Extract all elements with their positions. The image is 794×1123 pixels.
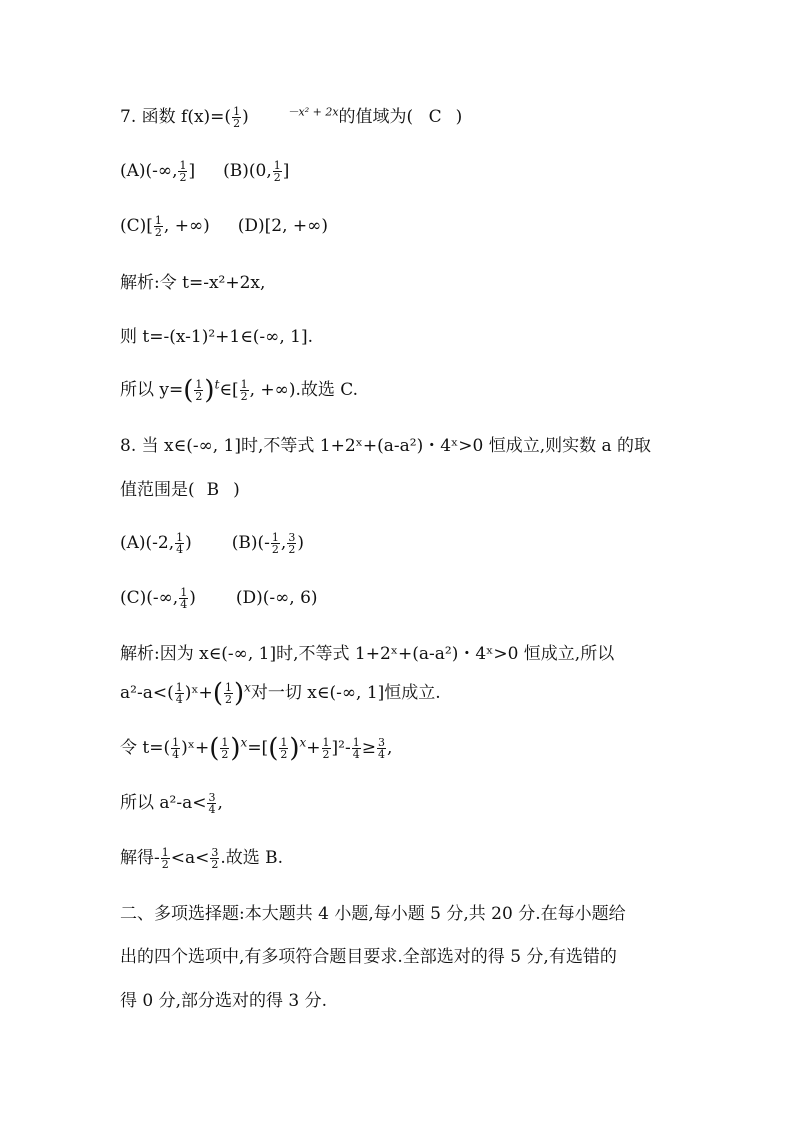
q8-sol5-den2: 2 [211, 858, 219, 871]
q8-sol3-fraction [171, 737, 180, 760]
q7-opt-b-num: 1 [273, 159, 281, 172]
q8-sol2-tail: 对一切 x∈(-∞, 1]恒成立. [250, 683, 441, 703]
q8-option-a-label: (A)(-2, [120, 533, 175, 553]
q8-sol3-exp: x [240, 735, 248, 750]
q8-sol3-num5: 1 [352, 736, 360, 749]
q7-stem-close: ) [455, 107, 463, 127]
q7-solution-2: 则 t=-(x-1)²+1∈(-∞, 1]. [120, 327, 313, 347]
q8-sol2-fraction [175, 682, 184, 705]
section2-line-2: 出的四个选项中,有多项符合题目要求.全部选对的得 5 分,有选错的 [120, 947, 617, 967]
q8-sol4-pre: 所以 a²-a< [120, 793, 207, 813]
q8-option-b-label: (B)(- [231, 533, 270, 553]
q8-sol5-num2: 3 [211, 846, 219, 859]
q8-opt-b-num2: 3 [288, 531, 296, 544]
q8-stem-2-close: ) [233, 480, 240, 500]
q8-sol5-mid: <a< [170, 848, 210, 868]
q7-option-b-fraction [273, 160, 282, 183]
q8-sol2-num2: 1 [224, 681, 232, 694]
q7-stem-text: 7. 函数 f(x)=( [120, 107, 232, 127]
q7-option-a-label: (A)(-∞, [120, 161, 178, 181]
q8-sol3-mid5: ≥ [361, 738, 376, 758]
q8-option-d: (D)(-∞, 6) [235, 588, 318, 608]
q7-option-c-fraction [154, 215, 163, 238]
q8-sol3-tail: , [387, 738, 393, 758]
q7-options-cd [120, 215, 328, 238]
q8-sol3-fraction-5 [352, 737, 361, 760]
q7-sol3-num: 1 [195, 378, 203, 391]
q7-options-ab [120, 160, 289, 183]
q8-sol3-mid2: =[ [247, 738, 269, 758]
q8-sol4-num: 3 [208, 791, 216, 804]
q7-sol3-pre: 所以 y= [120, 380, 184, 400]
q8-option-c-fraction [179, 587, 188, 610]
q8-opt-b-den2: 2 [288, 543, 296, 556]
q8-sol3-den5: 4 [352, 748, 360, 761]
q8-sol5-fraction [161, 847, 170, 870]
q8-sol3-exp2: x [299, 735, 307, 750]
q8-stem-2 [120, 479, 240, 501]
q8-sol3-den2: 2 [221, 748, 229, 761]
q8-sol2-num: 1 [175, 681, 183, 694]
q7-sol3-den2: 2 [240, 390, 248, 403]
q8-sol5-fraction-2 [210, 847, 219, 870]
q7-sol3-exp: t [214, 377, 220, 392]
q7-base-fraction [232, 106, 241, 129]
q8-sol3-num4: 1 [322, 736, 330, 749]
q8-sol3-pre: 令 t=( [120, 738, 171, 758]
q8-sol5-pre: 解得- [120, 848, 160, 868]
q7-solution-1: 解析:令 t=-x²+2x, [120, 273, 266, 293]
q7-base-close: ) [242, 107, 249, 127]
q8-opt-c-den: 4 [180, 598, 188, 611]
q8-sol3-den6: 4 [378, 748, 385, 761]
q7-opt-c-num: 1 [154, 214, 162, 227]
q8-solution-4 [120, 792, 223, 815]
q8-sol2-exp: x [244, 680, 251, 695]
q7-solution-3: 所以 y=( $\frac{1}{2}$ )$^t$∈[ $\frac{1}{2}$ , +∞).故选 C. [120, 375, 359, 406]
q8-sol5-den: 2 [161, 858, 169, 871]
q7-base-den: 2 [233, 117, 241, 130]
q7-option-d: (D)[2, +∞) [237, 216, 328, 236]
q7-option-c-label: (C)[ [120, 216, 153, 236]
q8-solution-5 [120, 847, 283, 870]
q7-opt-b-den: 2 [273, 171, 281, 184]
q8-opt-b-num: 1 [271, 531, 279, 544]
q8-option-b-close: ) [297, 533, 304, 553]
section2-line-3: 得 0 分,部分选对的得 3 分. [120, 991, 328, 1011]
q8-sol4-fraction [207, 792, 216, 815]
q7-answer: C [428, 107, 442, 127]
q8-sol5-num: 1 [161, 846, 169, 859]
q7-opt-c-den: 2 [154, 226, 162, 239]
q8-option-b-fraction [271, 532, 280, 555]
q7-option-a-close: ] [188, 161, 196, 181]
q8-sol3-fraction-2 [220, 737, 229, 760]
q8-sol3-den4: 2 [322, 748, 330, 761]
q8-sol3-num6: 3 [378, 736, 385, 749]
q8-sol3-num2: 1 [221, 736, 229, 749]
q8-sol3-den: 4 [172, 748, 180, 761]
q7-option-b-label: (B)(0, [223, 161, 272, 181]
q8-sol2-pre: a²-a<( [120, 683, 174, 703]
q8-option-c-close: ) [189, 588, 196, 608]
q8-sol3-num3: 1 [280, 736, 288, 749]
q8-option-b-mid: , [280, 533, 287, 553]
q7-sol3-den: 2 [195, 390, 203, 403]
q7-sol3-fraction-2 [240, 379, 249, 402]
q7-option-c-close: , +∞) [163, 216, 210, 236]
q8-opt-c-num: 1 [180, 586, 188, 599]
q7-opt-a-num: 1 [179, 159, 187, 172]
q7-stem [120, 106, 462, 129]
q8-sol2-mid: )ˣ+ [184, 683, 213, 703]
q8-option-a-close: ) [185, 533, 192, 553]
q8-sol3-fraction-6 [377, 737, 386, 760]
q7-sol3-fraction [194, 379, 203, 402]
q8-sol4-den: 4 [208, 803, 216, 816]
q7-opt-a-den: 2 [179, 171, 187, 184]
q8-option-c-label: (C)(-∞, [120, 588, 179, 608]
q8-answer: B [206, 480, 220, 500]
q8-sol4-tail: , [217, 793, 223, 813]
q8-sol2-den: 4 [175, 693, 183, 706]
q7-stem-tail: 的值域为( [338, 107, 414, 127]
q8-solution-1: 解析:因为 x∈(-∞, 1]时,不等式 1+2ˣ+(a-a²)・4ˣ>0 恒成立,所以 [120, 644, 615, 664]
q8-sol2-den2: 2 [224, 693, 232, 706]
q8-options-cd [120, 587, 318, 610]
q8-options-ab [120, 532, 304, 555]
q8-solution-3: 令 t=( $\frac{1}{4}$ )ˣ+( $\frac{1}{2}$ )$^x$=[( $\frac{1}{2}$ )$^x$+ $\frac{1}{2}$ ]²- $\frac{1}{4}$ ≥ $\frac{3}{4}$ , [120, 733, 393, 764]
q7-option-b-close: ] [282, 161, 290, 181]
q8-solution-2: a²-a<( $\frac{1}{4}$ )ˣ+( $\frac{1}{2}$ )$^x$对一切 x∈(-∞, 1]恒成立. [120, 678, 441, 709]
q8-option-b-fraction-2 [287, 532, 296, 555]
q8-sol2-fraction-2 [224, 682, 233, 705]
q7-sol3-tail: , +∞).故选 C. [249, 380, 359, 400]
q8-sol3-fraction-4 [322, 737, 331, 760]
section2-line-1: 二、多项选择题:本大题共 4 小题,每小题 5 分,共 20 分.在每小题给 [120, 904, 626, 924]
q8-sol3-mid4: ]²- [331, 738, 351, 758]
q7-sol3-num2: 1 [240, 378, 248, 391]
q8-sol5-tail: .故选 B. [220, 848, 284, 868]
q8-sol3-num: 1 [172, 736, 180, 749]
q8-option-a-fraction [175, 532, 184, 555]
q7-option-a-fraction [178, 160, 187, 183]
q8-sol3-mid3: + [306, 738, 321, 758]
q8-opt-b-den: 2 [271, 543, 279, 556]
q8-stem-1: 8. 当 x∈(-∞, 1]时,不等式 1+2ˣ+(a-a²)・4ˣ>0 恒成立,则实数 a 的取 [120, 436, 652, 456]
q7-sol3-mid: ∈[ [219, 380, 239, 400]
q7-exponent: －x² + 2x [287, 105, 339, 119]
q8-sol3-mid: )ˣ+ [181, 738, 210, 758]
q7-base-num: 1 [233, 105, 241, 118]
q8-opt-a-num: 1 [176, 531, 184, 544]
q8-opt-a-den: 4 [176, 543, 184, 556]
q8-stem-2-pre: 值范围是( [120, 480, 195, 500]
q8-sol3-fraction-3 [279, 737, 288, 760]
q8-sol3-den3: 2 [280, 748, 288, 761]
